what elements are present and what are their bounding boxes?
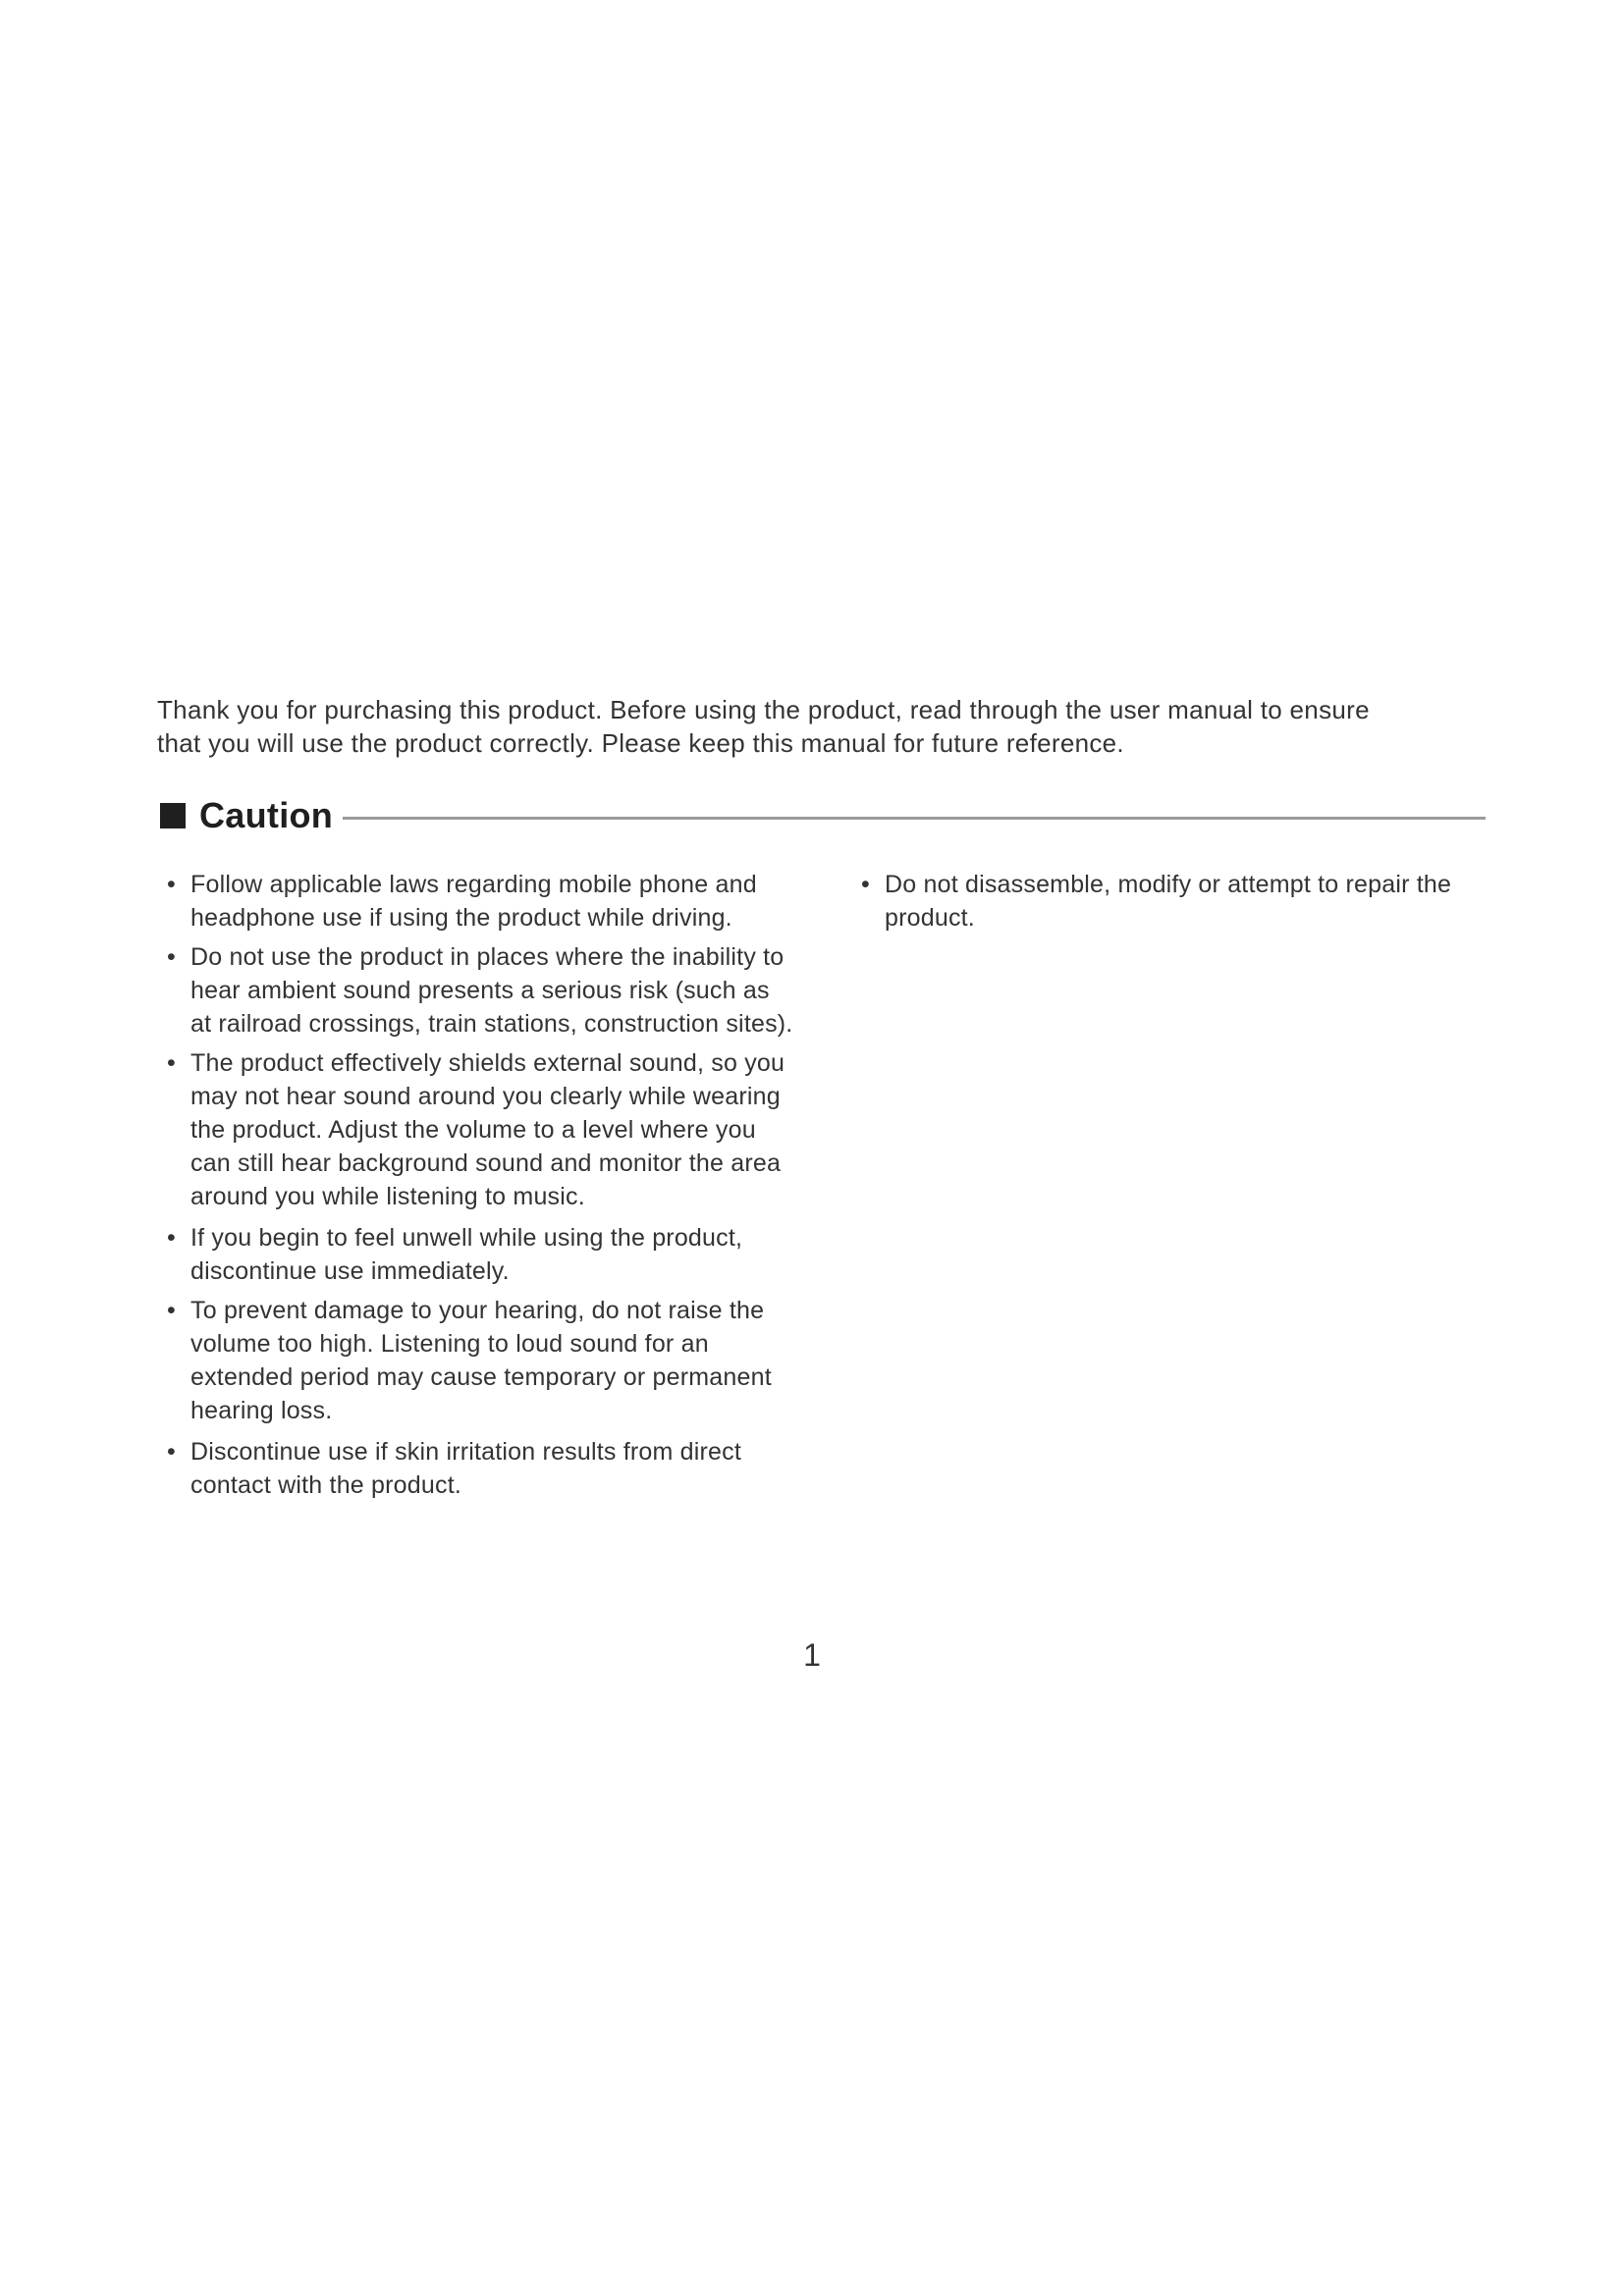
caution-item (167, 1046, 795, 1213)
bullet-dot-icon: • (167, 871, 176, 898)
caution-item (167, 1221, 795, 1288)
bullet-dot-icon: • (167, 1224, 176, 1252)
caution-item (167, 940, 795, 1041)
caution-item (167, 868, 795, 934)
caution-item (167, 1294, 795, 1427)
caution-list-left (167, 868, 795, 1508)
bullet-dot-icon: • (167, 943, 176, 971)
caution-item-text: To prevent damage to your hearing, do not raise the volume too high. Listening to loud sound for an extended period may cause temporary or permanent hearing loss. (190, 1297, 772, 1424)
caution-list-right (861, 868, 1489, 940)
caution-item (167, 1435, 795, 1502)
bullet-dot-icon: • (167, 1438, 176, 1466)
caution-item-text: Discontinue use if skin irritation results from direct contact with the product. (190, 1438, 741, 1499)
heading-divider (343, 817, 1486, 820)
caution-item-text: Do not disassemble, modify or attempt to repair the product. (885, 871, 1452, 932)
bullet-dot-icon: • (861, 871, 870, 898)
intro-paragraph (157, 693, 1483, 760)
page-number: 1 (803, 1637, 821, 1673)
caution-item-text: The product effectively shields external sound, so you may not hear sound around you clearly while wearing the product. Adjust the volume to a level where you can still hear background sound and monitor the area around you while listening to music. (190, 1049, 785, 1210)
intro-line-1: Thank you for purchasing this product. Before using the product, read through the user manual to ensure (157, 695, 1370, 724)
square-bullet-icon (160, 803, 186, 828)
caution-item (861, 868, 1489, 934)
caution-item-text: If you begin to feel unwell while using the product, discontinue use immediately. (190, 1224, 743, 1285)
intro-line-2: that you will use the product correctly. Please keep this manual for future reference. (157, 728, 1124, 758)
caution-heading (160, 793, 1486, 838)
caution-title: Caution (199, 795, 334, 835)
caution-item-text: Do not use the product in places where the inability to hear ambient sound presents a serious risk (such as at railroad crossings, train stations, construction sites). (190, 943, 793, 1038)
bullet-dot-icon: • (167, 1297, 176, 1324)
caution-item-text: Follow applicable laws regarding mobile phone and headphone use if using the product while driving. (190, 871, 757, 932)
bullet-dot-icon: • (167, 1049, 176, 1077)
